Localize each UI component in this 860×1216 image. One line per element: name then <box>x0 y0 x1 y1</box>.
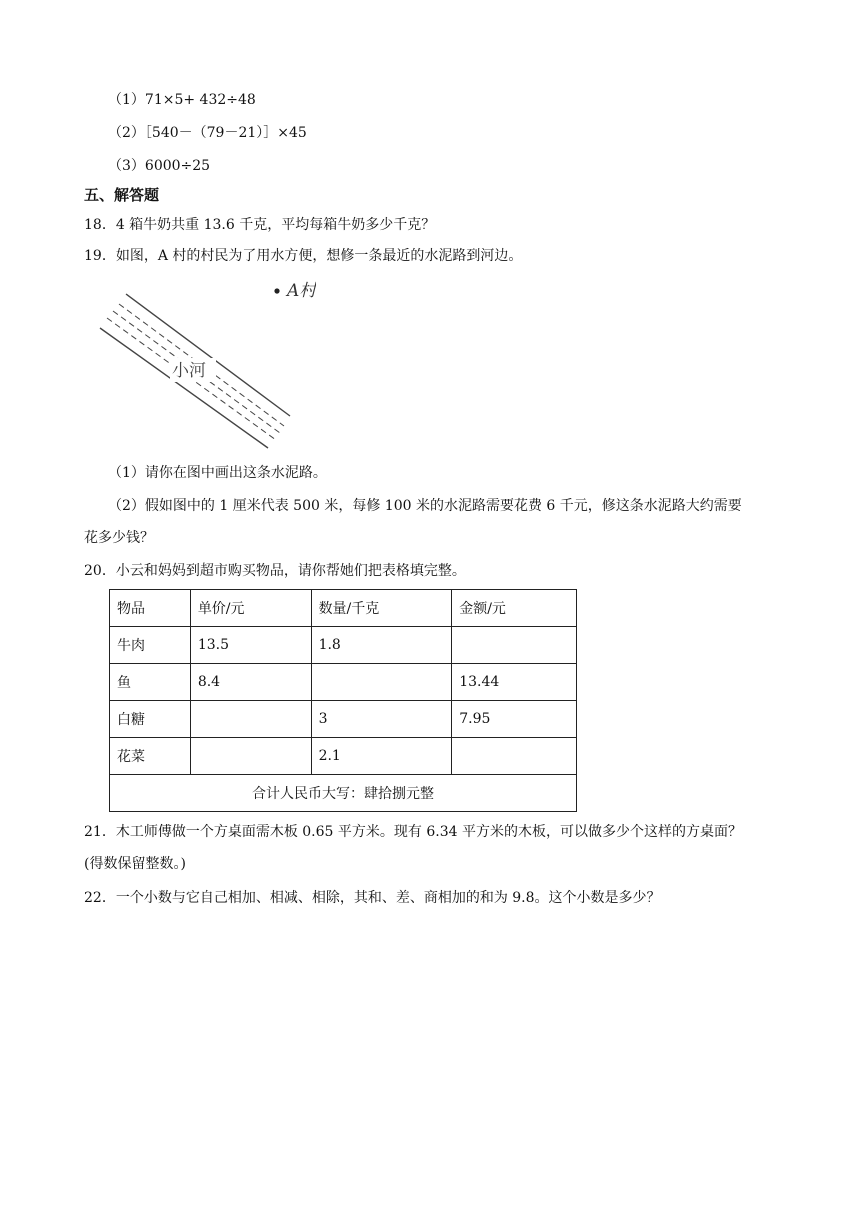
header-quantity: 数量/千克 <box>311 590 452 627</box>
river-bank-upper <box>126 294 290 416</box>
table-cell <box>311 664 452 701</box>
table-row <box>110 627 577 664</box>
question-19-sub2-line1: （2）假如图中的 1 厘米代表 500 米，每修 100 米的水泥路需要花费 6 千元，修这条水泥路大约需要 <box>108 498 742 514</box>
calc-item-2: （2）［540－（79－21）］×45 <box>108 125 307 141</box>
question-19-sub2-line2: 花多少钱？ <box>84 530 154 546</box>
question-21-line2: (得数保留整数。) <box>84 856 186 872</box>
table-cell <box>190 738 311 775</box>
table-cell: 3 <box>311 701 452 738</box>
header-unit-price: 单价/元 <box>190 590 311 627</box>
table-cell: 1.8 <box>311 627 452 664</box>
table-row <box>110 738 577 775</box>
river-label: 小河 <box>172 361 206 381</box>
header-item: 物品 <box>110 590 191 627</box>
table-cell: 鱼 <box>110 664 191 701</box>
table-cell <box>452 738 577 775</box>
village-point <box>274 288 279 293</box>
table-cell: 牛肉 <box>110 627 191 664</box>
goods-table <box>109 589 577 812</box>
table-cell <box>190 701 311 738</box>
question-19: 19．如图，A 村的村民为了用水方便，想修一条最近的水泥路到河边。 <box>84 248 523 264</box>
calc-item-3: （3）6000÷25 <box>108 158 211 174</box>
table-cell: 7.95 <box>452 701 577 738</box>
table-header-row <box>110 590 577 627</box>
calc-item-1: （1）71×5+ 432÷48 <box>108 92 256 108</box>
table-total-cell: 合计人民币大写：肆拾捌元整 <box>110 775 577 812</box>
table-cell: 2.1 <box>311 738 452 775</box>
question-22: 22．一个小数与它自己相加、相减、相除，其和、差、商相加的和为 9.8。这个小数是多少？ <box>84 890 661 906</box>
river-figure <box>96 278 316 454</box>
table-row <box>110 664 577 701</box>
table-cell: 花菜 <box>110 738 191 775</box>
table-row <box>110 701 577 738</box>
question-19-sub1: （1）请你在图中画出这条水泥路。 <box>108 465 327 481</box>
question-18: 18．4 箱牛奶共重 13.6 千克，平均每箱牛奶多少千克？ <box>84 217 436 233</box>
question-20: 20．小云和妈妈到超市购买物品，请你帮她们把表格填完整。 <box>84 563 466 579</box>
village-label: A村 <box>287 281 316 301</box>
table-total-row <box>110 775 577 812</box>
header-amount: 金额/元 <box>452 590 577 627</box>
question-21-line1: 21．木工师傅做一个方桌面需木板 0.65 平方米。现有 6.34 平方米的木板，可以做多少个这样的方桌面？ <box>84 824 742 840</box>
table-cell: 8.4 <box>190 664 311 701</box>
section-title: 五、解答题 <box>84 186 160 204</box>
table-cell: 13.44 <box>452 664 577 701</box>
table-cell <box>452 627 577 664</box>
river-bank-lower <box>100 328 268 448</box>
table-cell: 白糖 <box>110 701 191 738</box>
table-cell: 13.5 <box>190 627 311 664</box>
